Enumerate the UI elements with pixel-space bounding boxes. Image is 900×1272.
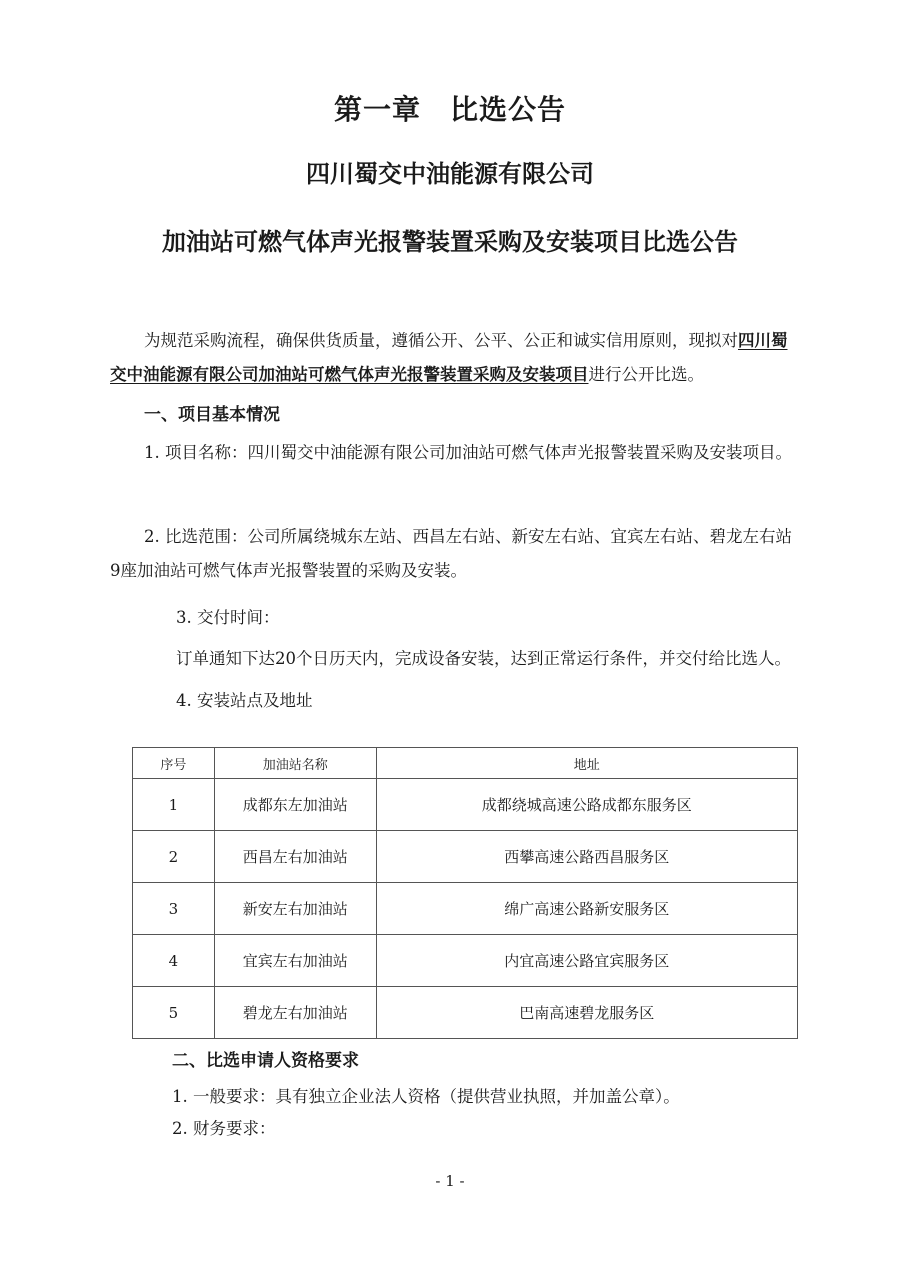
table-row bbox=[133, 935, 798, 987]
cell-address: 成都绕城高速公路成都东服务区 bbox=[376, 779, 797, 831]
section2-item2: 2. 财务要求： bbox=[172, 1119, 276, 1138]
cell-station-name: 新安左右加油站 bbox=[214, 883, 376, 935]
section1-item1-text: 1. 项目名称：四川蜀交中油能源有限公司加油站可燃气体声光报警装置采购及安装项目。 bbox=[144, 443, 792, 462]
table-row bbox=[133, 779, 798, 831]
intro-text-after: 进行公开比选。 bbox=[588, 365, 704, 384]
cell-station-name: 成都东左加油站 bbox=[214, 779, 376, 831]
section1-item3-text: 订单通知下达20个日历天内，完成设备安装，达到正常运行条件，并交付给比选人。 bbox=[176, 649, 791, 668]
section2-item1: 1. 一般要求：具有独立企业法人资格（提供营业执照，并加盖公章）。 bbox=[172, 1087, 680, 1106]
chapter-title: 第一章 比选公告 bbox=[333, 93, 566, 126]
intro-project-name: 四川蜀交中油能源有限公司加油站可燃气体声光报警装置采购及安装项目 bbox=[110, 331, 788, 384]
cell-index: 3 bbox=[133, 883, 215, 935]
table-row bbox=[133, 883, 798, 935]
cell-index: 5 bbox=[133, 987, 215, 1039]
cell-index: 1 bbox=[133, 779, 215, 831]
page-number: - 1 - bbox=[435, 1172, 465, 1190]
section1-item1 bbox=[110, 436, 796, 470]
header-index: 序号 bbox=[133, 748, 215, 779]
header-station-name: 加油站名称 bbox=[214, 748, 376, 779]
cell-address: 内宜高速公路宜宾服务区 bbox=[376, 935, 797, 987]
cell-station-name: 宜宾左右加油站 bbox=[214, 935, 376, 987]
intro-text-before: 为规范采购流程，确保供货质量，遵循公开、公平、公正和诚实信用原则，现拟对 bbox=[144, 331, 738, 350]
cell-station-name: 碧龙左右加油站 bbox=[214, 987, 376, 1039]
cell-station-name: 西昌左右加油站 bbox=[214, 831, 376, 883]
table-row bbox=[133, 831, 798, 883]
section1-item2-text: 2. 比选范围：公司所属绕城东左站、西昌左右站、新安左右站、宜宾左右站、碧龙左右站9座加油站可燃气体声光报警装置的采购及安装。 bbox=[110, 527, 792, 580]
section2-heading: 二、比选申请人资格要求 bbox=[172, 1051, 359, 1071]
table-header-row bbox=[133, 748, 798, 779]
cell-index: 4 bbox=[133, 935, 215, 987]
table-row bbox=[133, 987, 798, 1039]
cell-address: 绵广高速公路新安服务区 bbox=[376, 883, 797, 935]
header-address: 地址 bbox=[376, 748, 797, 779]
cell-index: 2 bbox=[133, 831, 215, 883]
company-title: 四川蜀交中油能源有限公司 bbox=[306, 160, 594, 188]
section1-item2 bbox=[110, 520, 796, 588]
section1-item3-label: 3. 交付时间： bbox=[176, 608, 280, 627]
stations-table bbox=[132, 747, 798, 1039]
intro-paragraph bbox=[110, 324, 796, 392]
section1-item4: 4. 安装站点及地址 bbox=[176, 691, 313, 710]
project-title: 加油站可燃气体声光报警装置采购及安装项目比选公告 bbox=[162, 228, 738, 256]
cell-address: 西攀高速公路西昌服务区 bbox=[376, 831, 797, 883]
cell-address: 巴南高速碧龙服务区 bbox=[376, 987, 797, 1039]
section1-heading: 一、项目基本情况 bbox=[144, 405, 280, 425]
